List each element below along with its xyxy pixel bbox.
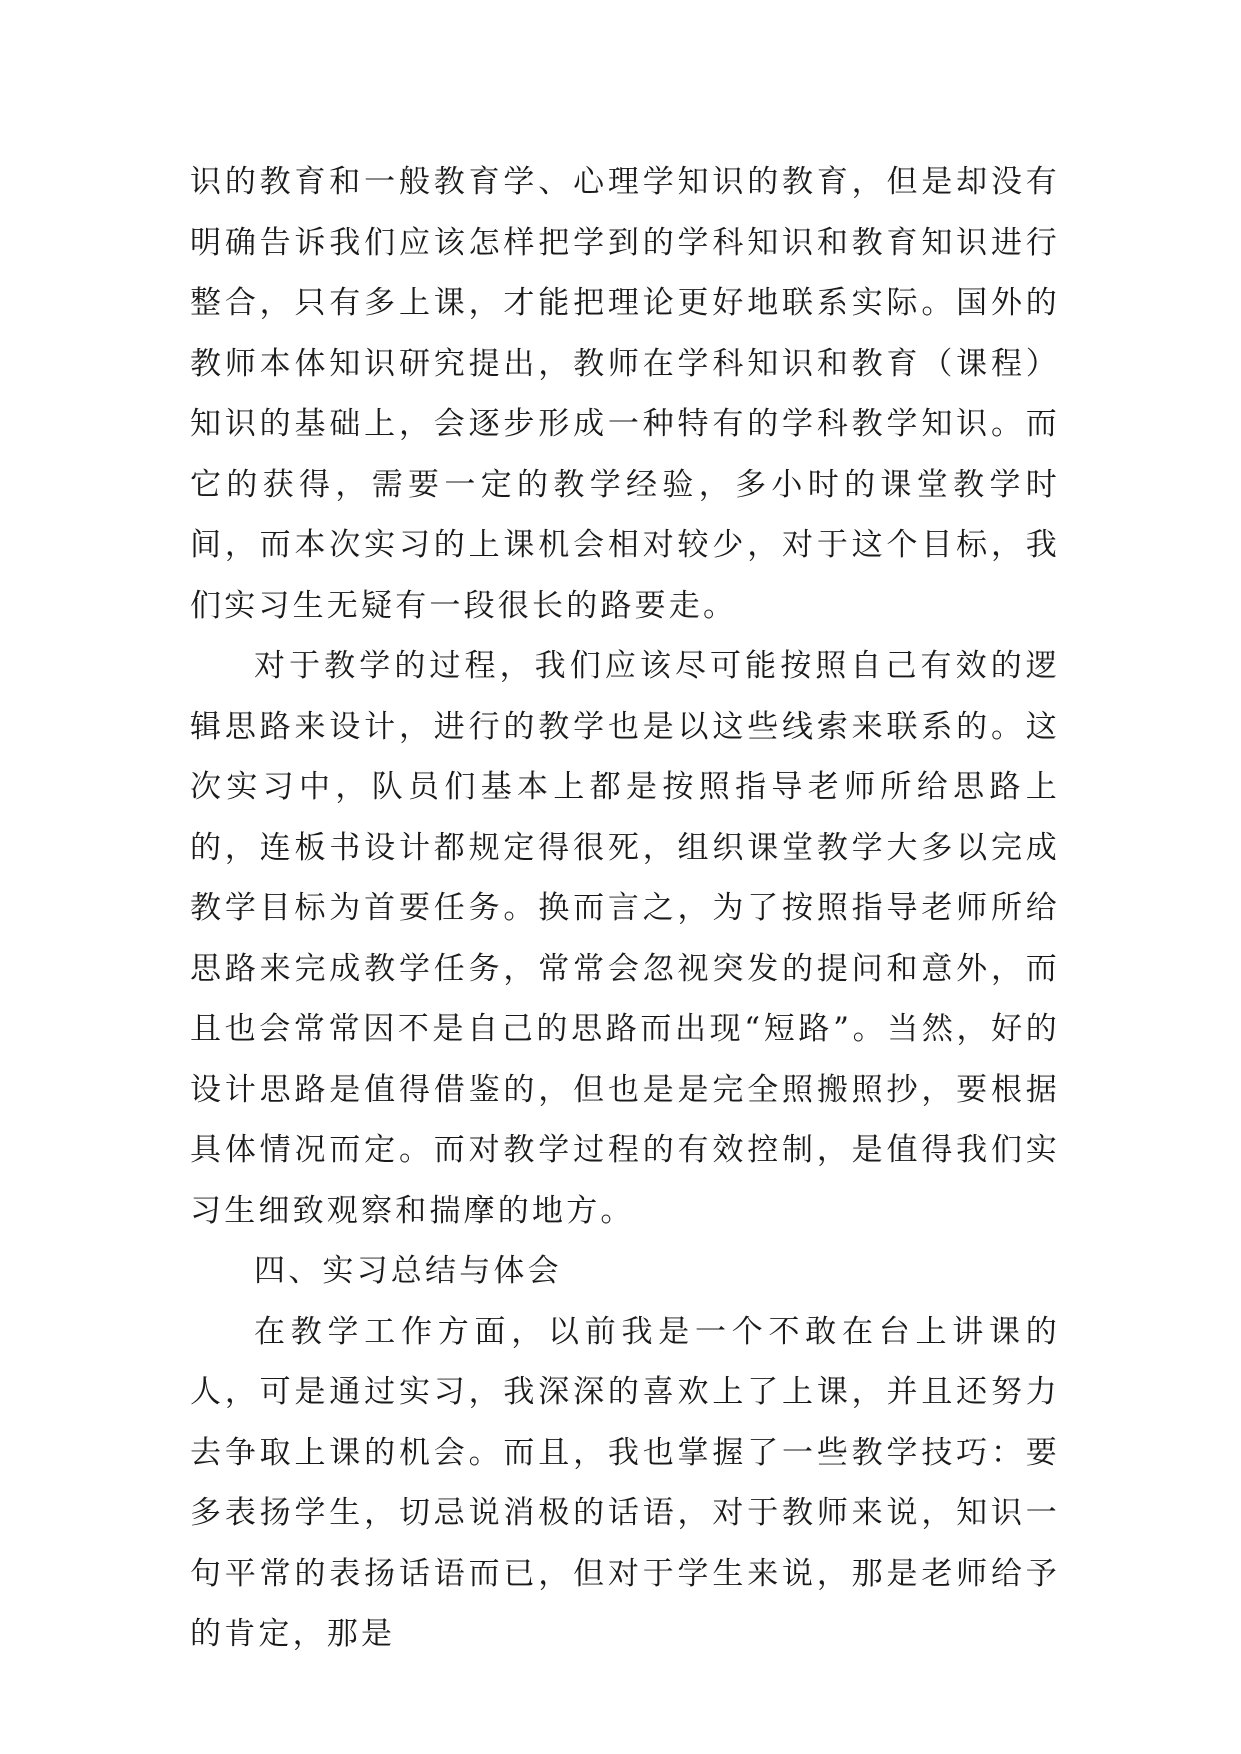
paragraph-continued: 识的教育和一般教育学、心理学知识的教育，但是却没有明确告诉我们应该怎样把学到的学科知识和教育知识进行整合，只有多上课，才能把理论更好地联系实际。国外的教师本体知识研究提出，教师在学科知识和教育（课程）知识的基础上，会逐步形成一种特有的学科教学知识。而它的获得，需要一定的教学经验，多小时的课堂教学时间，而本次实习的上课机会相对较少，对于这个目标，我们实习生无疑有一段很长的路要走。 (190, 164, 1060, 624)
paragraph-summary: 在教学工作方面，以前我是一个不敢在台上讲课的人，可是通过实习，我深深的喜欢上了上课，并且还努力去争取上课的机会。而且，我也掌握了一些教学技巧：要多表扬学生，切忌说消极的话语，对于教师来说，知识一句平常的表扬话语而已，但对于学生来说，那是老师给予的肯定，那是 (190, 1313, 1060, 1652)
section-heading: 四、实习总结与体会 (254, 1253, 562, 1289)
document-body (190, 152, 1060, 1665)
paragraph-teaching-process: 对于教学的过程，我们应该尽可能按照自己有效的逻辑思路来设计，进行的教学也是以这些线索来联系的。这次实习中，队员们基本上都是按照指导老师所给思路上的，连板书设计都规定得很死，组织课堂教学大多以完成教学目标为首要任务。换而言之，为了按照指导老师所给思路来完成教学任务，常常会忽视突发的提问和意外，而且也会常常因不是自己的思路而出现“短路”。当然，好的设计思路是值得借鉴的，但也是是完全照搬照抄，要根据具体情况而定。而对教学过程的有效控制，是值得我们实习生细致观察和揣摩的地方。 (190, 648, 1060, 1229)
